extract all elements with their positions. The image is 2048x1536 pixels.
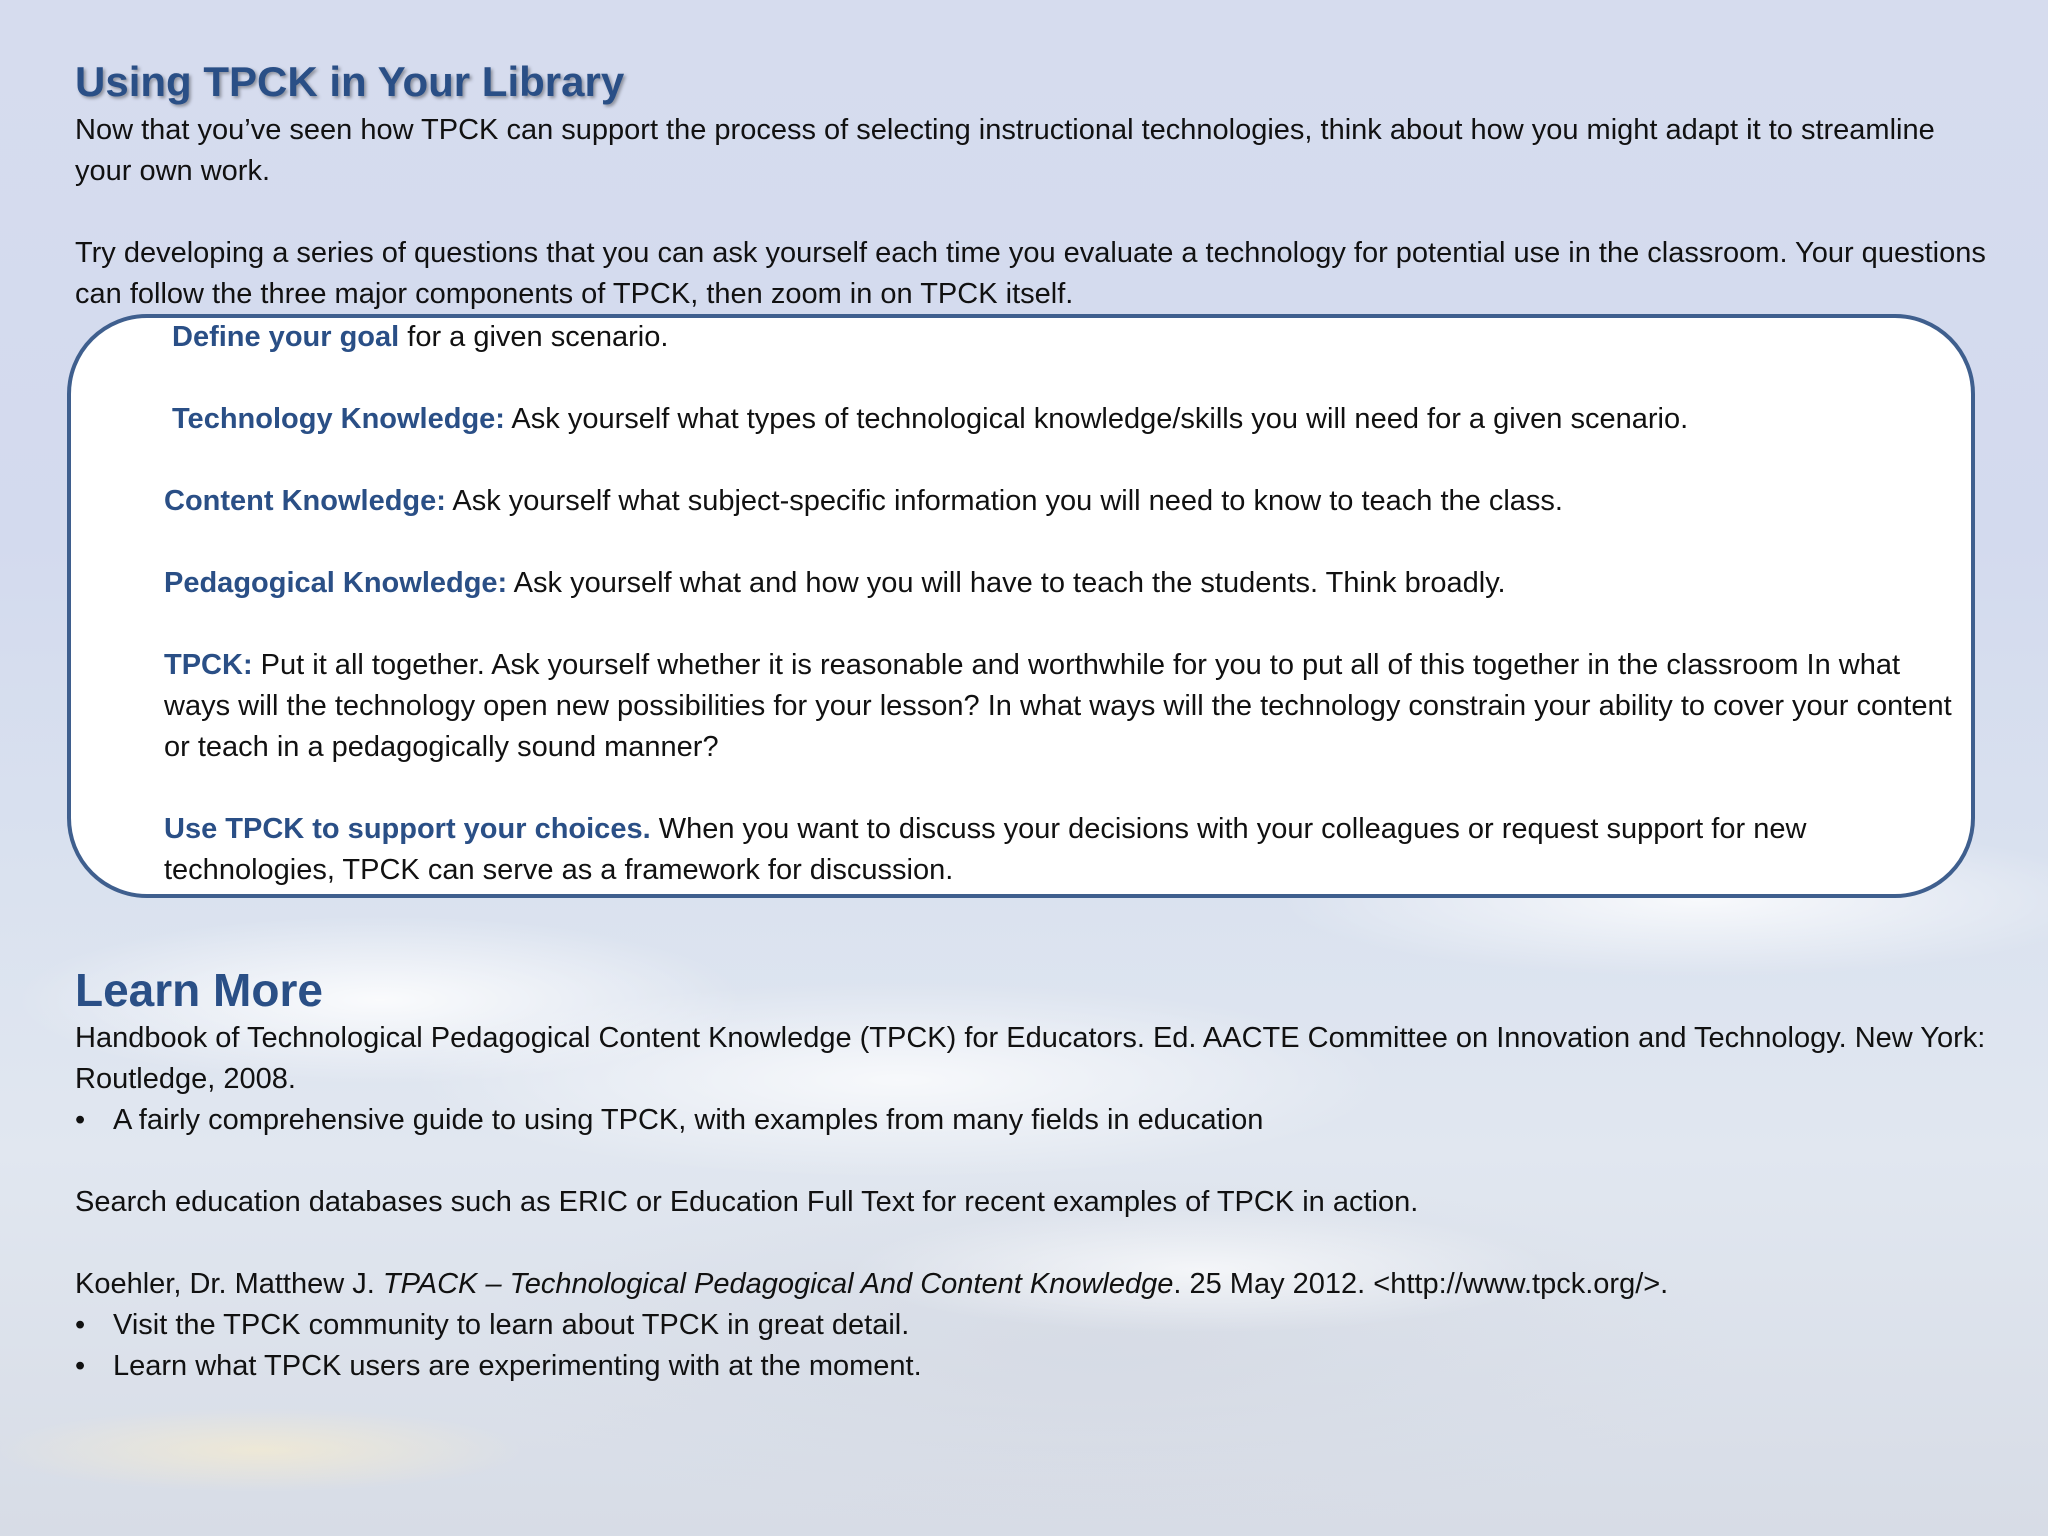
reference-handbook-bullet — [75, 1100, 1995, 1141]
list-item-define-goal — [168, 317, 1974, 358]
spacer — [75, 1223, 1995, 1264]
intro-paragraph-2: Try developing a series of questions that you can ask yourself each time you evaluate a technology for potential use in the classroom. Your questions can follow the three major components of TPCK, then zoom in on TPCK itself. — [75, 237, 1986, 310]
bullet-icon: • — [75, 1350, 86, 1382]
item-label: Pedagogical Knowledge: — [164, 567, 508, 599]
reference-koehler — [75, 1264, 1995, 1305]
bullet-text: Learn what TPCK users are experimenting with at the moment. — [113, 1350, 922, 1382]
learn-more-section — [75, 962, 1995, 1387]
item-text: Ask yourself what and how you will have to teach the students. Think broadly. — [507, 567, 1506, 599]
bullet-text: A fairly comprehensive guide to using TPCK, with examples from many fields in education — [113, 1104, 1264, 1136]
search-databases-text: Search education databases such as ERIC or Education Full Text for recent examples of TPCK in action. — [75, 1186, 1419, 1218]
item-label: Technology Knowledge: — [172, 403, 505, 435]
reference-koehler-bullet-2 — [75, 1346, 1995, 1387]
reference-author: Koehler, Dr. Matthew J. — [75, 1268, 383, 1300]
list-item-pedagogical-knowledge — [164, 563, 1974, 604]
spacer — [75, 192, 1995, 233]
item-label: Content Knowledge: — [164, 485, 446, 517]
intro-paragraph-1: Now that you’ve seen how TPCK can support the process of selecting instructional technologies, think about how you might adapt it to streamline your own work. — [75, 114, 1935, 187]
item-text: Ask yourself what subject-specific information you will need to know to teach the class. — [445, 485, 1563, 517]
bullet-text: Visit the TPCK community to learn about TPCK in great detail. — [113, 1309, 910, 1341]
learn-more-title: Learn More — [75, 964, 323, 1016]
reference-date-url: . 25 May 2012. <http://www.tpck.org/>. — [1173, 1268, 1669, 1300]
item-text: for a given scenario. — [399, 321, 669, 353]
item-text: When you want to discuss your decisions with your colleagues or request support for new technologies, TPCK can serve as a framework for discussion. — [164, 813, 1807, 886]
item-text: Put it all together. Ask yourself whether it is reasonable and worthwhile for you to put all of this together in the classroom In what ways will the technology open new possibilities for your lesson? In what ways will the technology constrain your ability to cover your content or teach in a pedagogically sound manner? — [164, 649, 1952, 763]
intro-section — [75, 54, 1995, 315]
spacer — [75, 1141, 1995, 1182]
tpck-questions-list — [164, 317, 1974, 891]
reference-title: TPACK – Technological Pedagogical And Content Knowledge — [382, 1268, 1174, 1300]
list-item-content-knowledge — [164, 481, 1974, 522]
page-title: Using TPCK in Your Library — [75, 58, 625, 105]
bullet-icon: • — [75, 1309, 86, 1341]
list-item-tpck — [164, 645, 1974, 768]
reference-handbook: Handbook of Technological Pedagogical Content Knowledge (TPCK) for Educators. Ed. AACTE Committee on Innovation and Technology. New York: Routledge, 2008. — [75, 1022, 1986, 1095]
bullet-icon: • — [75, 1104, 86, 1136]
reference-koehler-bullet-1 — [75, 1305, 1995, 1346]
item-label: TPCK: — [164, 649, 253, 681]
list-item-support-choices — [164, 809, 1974, 891]
list-item-technology-knowledge — [168, 399, 1974, 440]
item-label: Define your goal — [172, 321, 400, 353]
item-text: Ask yourself what types of technological knowledge/skills you will need for a given scenario. — [504, 403, 1689, 435]
item-label: Use TPCK to support your choices. — [164, 813, 651, 845]
